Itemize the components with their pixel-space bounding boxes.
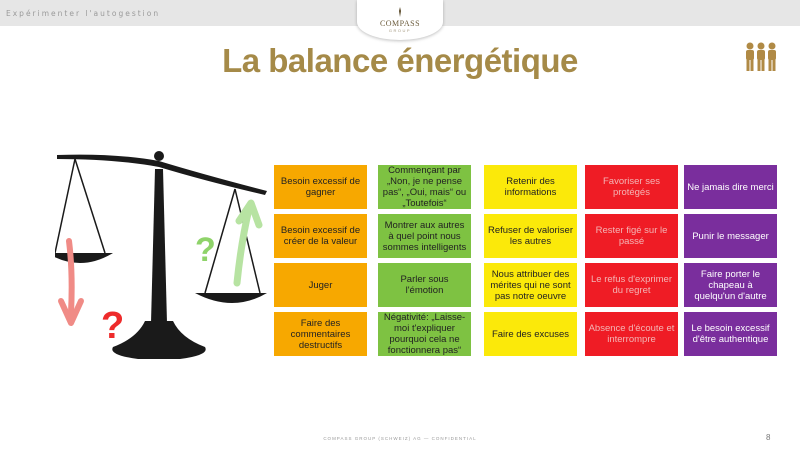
footer-confidential: COMPASS GROUP (SCHWEIZ) AG — CONFIDENTIAL	[323, 436, 477, 441]
grid-cell-orange: Faire des commentaires destructifs	[274, 312, 367, 356]
grid-cell-red: Rester figé sur le passé	[585, 214, 678, 258]
grid-cell-red: Absence d'écoute et interrompre	[585, 312, 678, 356]
slide-title: La balance énergétique	[222, 42, 578, 79]
logo-text: COMPASS	[379, 19, 421, 28]
grid-cell-purple: Faire porter le chapeau à quelqu'un d'autre	[684, 263, 777, 307]
grid-cell-orange: Juger	[274, 263, 367, 307]
grid-cell-yellow: Nous attribuer des mérites qui ne sont pas notre oeuvre	[484, 263, 577, 307]
grid-cell-purple: Le besoin excessif d'être authentique	[684, 312, 777, 356]
balance-scale-icon	[55, 133, 270, 363]
grid-cell-yellow: Retenir des informations	[484, 165, 577, 209]
grid-cell-red: Le refus d'exprimer du regret	[585, 263, 678, 307]
company-logo	[357, 0, 443, 40]
grid-cell-orange: Besoin excessif de créer de la valeur	[274, 214, 367, 258]
grid-cell-green: Parler sous l'émotion	[378, 263, 471, 307]
grid-cell-yellow: Refuser de valoriser les autres	[484, 214, 577, 258]
behavior-grid	[274, 165, 779, 357]
grid-cell-green: Négativité: „Laisse-moi t'expliquer pourquoi cela ne fonctionnera pas“	[378, 312, 471, 356]
grid-cell-green: Montrer aux autres à quel point nous sommes intelligents	[378, 214, 471, 258]
question-mark-green: ?	[195, 231, 216, 269]
question-mark-red: ?	[101, 305, 125, 347]
grid-cell-yellow: Faire des excuses	[484, 312, 577, 356]
logo-subtext: GROUP	[388, 28, 412, 33]
grid-cell-orange: Besoin excessif de gagner	[274, 165, 367, 209]
grid-cell-purple: Ne jamais dire merci	[684, 165, 777, 209]
logo-mark-icon	[395, 7, 405, 17]
people-group-icon	[743, 42, 779, 74]
section-label: Expérimenter l'autogestion	[6, 9, 161, 18]
grid-cell-green: Commençant par „Non, je ne pense pas“, „Oui, mais“ ou „Toutefois“	[378, 165, 471, 209]
grid-cell-purple: Punir le messager	[684, 214, 777, 258]
grid-cell-red: Favoriser ses protégés	[585, 165, 678, 209]
page-number: 8	[766, 433, 771, 442]
